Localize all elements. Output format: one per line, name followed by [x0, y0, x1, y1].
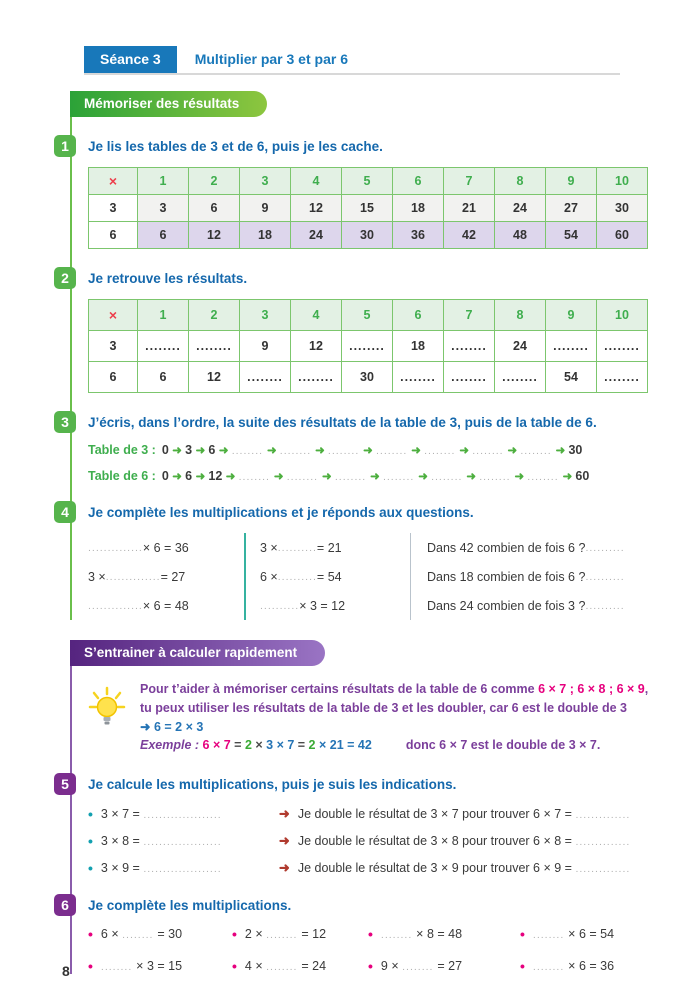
- exercise-number-badge: 5: [54, 773, 76, 795]
- arrow-right-icon: ➜: [278, 833, 290, 848]
- table-header-cell: 7: [444, 300, 495, 331]
- text-run: ➜: [195, 445, 209, 457]
- text-run: ....................: [143, 809, 222, 821]
- table-header-row: [89, 300, 648, 331]
- text-run: ➜: [322, 471, 335, 483]
- multiplication-table-blanks: [88, 299, 648, 393]
- table-cell: 12: [189, 222, 240, 249]
- section-memoriser: [61, 91, 648, 620]
- text-run: 6: [185, 469, 196, 483]
- text-run: ➜: [562, 471, 576, 483]
- tip-line: [140, 680, 648, 699]
- text-run: Exemple :: [140, 738, 203, 753]
- answer-blank-cell: ........: [444, 331, 495, 362]
- exercise-6-item: [368, 926, 520, 942]
- text-run: ........: [520, 445, 556, 457]
- table-header-cell: 8: [495, 168, 546, 195]
- text-run: ........: [527, 471, 563, 483]
- bullet-icon: •: [368, 926, 373, 942]
- table-cell: 12: [189, 362, 240, 393]
- answer-blank-cell: ........: [342, 331, 393, 362]
- text-run: 6 ×: [260, 569, 278, 584]
- equation: [533, 959, 614, 973]
- answer-blank-cell: ........: [240, 362, 291, 393]
- equation: [101, 959, 182, 973]
- table-cell: 18: [393, 331, 444, 362]
- text-run: ➜: [195, 471, 209, 483]
- text-run: ➜: [514, 471, 528, 483]
- text-run: ➜: [172, 445, 186, 457]
- exercise-instruction: J’écris, dans l’ordre, la suite des résultats de la table de 3, puis de la table de 6.: [88, 414, 597, 430]
- table-cell: 9: [240, 195, 291, 222]
- text-run: =: [294, 738, 309, 753]
- table-cell: 24: [495, 331, 546, 362]
- equation: [101, 861, 279, 875]
- exercise-instruction: Je complète les multiplications et je réponds aux questions.: [88, 504, 474, 520]
- section-banner-entrainer: S’entrainer à calculer rapidement: [70, 640, 325, 666]
- table-cell: 6: [138, 362, 189, 393]
- text-run: 3 × 7 =: [100, 807, 144, 821]
- exercise-number-badge: 1: [54, 135, 76, 157]
- table-header-cell: 4: [291, 300, 342, 331]
- text-run: ➜: [370, 471, 383, 483]
- answer-blank-cell: ........: [495, 362, 546, 393]
- text-run: tu peux utiliser les résultats de la table de 3 et les doubler, car 6 est le double de 3: [140, 700, 627, 715]
- exercise-6-item: [520, 926, 648, 942]
- table-cell: 6: [138, 222, 189, 249]
- text-run: ➜: [315, 445, 328, 457]
- text-run: Je double le résultat de 3 × 8 pour trouver 6 × 8 =: [297, 834, 576, 848]
- question: [427, 591, 648, 620]
- exercise-6-item: [520, 958, 648, 974]
- table-header-cell: 1: [138, 300, 189, 331]
- equation: [381, 959, 462, 973]
- text-run: donc 6 × 7 est le double de 3 × 7.: [405, 738, 601, 753]
- answer-blank-cell: ........: [291, 362, 342, 393]
- table-cell: 27: [546, 195, 597, 222]
- answer-blank-cell: ........: [597, 331, 648, 362]
- text-run: ........: [472, 445, 508, 457]
- table-cell: 36: [393, 222, 444, 249]
- text-run: ........: [532, 961, 569, 973]
- bullet-icon: •: [232, 926, 237, 942]
- text-run: ..........: [277, 570, 317, 583]
- sequence-line: [162, 469, 589, 483]
- table-header-cell: 8: [495, 300, 546, 331]
- bullet-icon: •: [88, 806, 93, 822]
- text-run: ........: [376, 445, 412, 457]
- table-cell: 30: [342, 362, 393, 393]
- bullet-icon: •: [520, 926, 525, 942]
- exercise-5-row: [88, 806, 648, 822]
- text-run: ➜: [172, 471, 186, 483]
- table-cell: 24: [495, 195, 546, 222]
- text-run: ........: [286, 471, 323, 483]
- equation: [101, 807, 279, 821]
- table-cell: 30: [597, 195, 648, 222]
- table-cell: 24: [291, 222, 342, 249]
- text-run: = 27: [160, 569, 186, 584]
- exercise-2-head: [54, 267, 648, 289]
- text-run: 3 ×: [88, 569, 106, 584]
- sequence-table-6: [88, 469, 648, 483]
- table-cell: 42: [444, 222, 495, 249]
- tip-box: [88, 680, 648, 755]
- text-run: × 3 = 12: [299, 598, 346, 613]
- indication: [298, 807, 630, 821]
- text-run: 0: [161, 469, 173, 483]
- text-run: × 6 = 54: [568, 927, 615, 941]
- tip-line: [140, 699, 648, 718]
- sequence-table-3: [88, 443, 648, 457]
- text-run: ........: [380, 929, 417, 941]
- text-run: 3: [185, 443, 196, 457]
- sequence-label: Table de 3 :: [88, 443, 156, 457]
- table-cell: 48: [495, 222, 546, 249]
- table-header-cell: 1: [138, 168, 189, 195]
- text-run: ....................: [143, 836, 222, 848]
- table-header-cell: 7: [444, 168, 495, 195]
- bullet-icon: •: [88, 833, 93, 849]
- text-run: × 6 = 48: [142, 598, 189, 613]
- text-run: × 8 = 48: [416, 927, 463, 941]
- text-run: ........: [424, 445, 460, 457]
- question: [427, 533, 648, 562]
- tip-text: [140, 680, 648, 755]
- answer-blank-cell: ........: [138, 331, 189, 362]
- text-run: ........: [100, 961, 137, 973]
- text-run: = 24: [301, 959, 327, 973]
- text-run: ➜: [459, 445, 473, 457]
- exercise-6-item: [368, 958, 520, 974]
- times-sign-cell: ×: [89, 300, 138, 331]
- text-run: ........: [238, 471, 274, 483]
- sequence-label: Table de 6 :: [88, 469, 156, 483]
- equation: [260, 591, 410, 620]
- bullet-icon: •: [368, 958, 373, 974]
- text-run: ........: [266, 961, 302, 973]
- table-header-cell: 3: [240, 300, 291, 331]
- seance-badge: Séance 3: [84, 46, 177, 73]
- text-run: ,: [644, 682, 649, 696]
- text-run: =: [230, 738, 245, 753]
- exercise-4-col-1: [88, 533, 244, 620]
- text-run: ........: [431, 471, 467, 483]
- text-run: × 3 = 15: [136, 959, 183, 973]
- exercise-instruction: Je complète les multiplications.: [88, 897, 292, 913]
- table-header-cell: 4: [291, 168, 342, 195]
- exercise-5-row: [88, 860, 648, 876]
- table-cell: 12: [291, 331, 342, 362]
- equation: [101, 834, 279, 848]
- equation: [533, 927, 614, 941]
- tip-line: [140, 718, 648, 737]
- equation: [245, 959, 326, 973]
- tip-example-line: [140, 736, 648, 755]
- text-run: ➜: [507, 445, 521, 457]
- equation: [260, 562, 410, 591]
- table-header-cell: 5: [342, 168, 393, 195]
- times-sign-cell: ×: [89, 168, 138, 195]
- equation: [245, 927, 326, 941]
- table-cell: 12: [291, 195, 342, 222]
- table-header-cell: 6: [393, 168, 444, 195]
- exercise-instruction: Je lis les tables de 3 et de 6, puis je les cache.: [88, 138, 383, 154]
- exercise-4-head: [54, 501, 648, 523]
- equation: [88, 562, 244, 591]
- answer-blank-cell: ........: [597, 362, 648, 393]
- text-run: × 6 = 36: [568, 959, 615, 973]
- section-entrainer: [61, 640, 649, 974]
- text-run: × 21 = 42: [315, 738, 372, 753]
- text-run: ..............: [575, 863, 631, 875]
- text-run: 60: [575, 469, 590, 483]
- equation: [88, 591, 244, 620]
- text-run: 6: [208, 443, 219, 457]
- text-run: 3 × 9 =: [100, 861, 144, 875]
- exercise-5-head: [54, 773, 648, 795]
- multiplication-table-filled: [88, 167, 648, 249]
- exercise-6-head: [54, 894, 648, 916]
- row-label-cell: 6: [89, 362, 138, 393]
- table-header-cell: 6: [393, 300, 444, 331]
- exercise-instruction: Je calcule les multiplications, puis je suis les indications.: [88, 776, 457, 792]
- arrow-right-icon: ➜: [278, 860, 290, 875]
- sequence-line: [162, 443, 583, 457]
- text-run: ➜: [225, 471, 239, 483]
- bullet-icon: •: [88, 860, 93, 876]
- text-run: ➜: [218, 445, 232, 457]
- equation: [88, 533, 244, 562]
- bullet-icon: •: [88, 926, 93, 942]
- text-run: ➜: [411, 445, 425, 457]
- text-run: ........: [122, 929, 158, 941]
- table-header-row: [89, 168, 648, 195]
- text-run: ..........: [260, 599, 300, 612]
- row-label-cell: 6: [89, 222, 138, 249]
- section-banner-memoriser: Mémoriser des résultats: [70, 91, 267, 117]
- answer-blank-cell: ........: [546, 331, 597, 362]
- exercise-5-row: [88, 833, 648, 849]
- bullet-icon: •: [520, 958, 525, 974]
- text-run: = 27: [437, 959, 463, 973]
- table-cell: 30: [342, 222, 393, 249]
- text-run: ..............: [88, 599, 143, 612]
- text-run: 2: [308, 738, 316, 753]
- text-run: ..............: [105, 570, 161, 583]
- text-run: ➜: [273, 471, 287, 483]
- text-run: ........: [334, 471, 371, 483]
- text-run: ........: [402, 961, 438, 973]
- arrow-right-icon: ➜: [278, 806, 290, 821]
- text-run: 3 × 7: [266, 738, 295, 753]
- text-run: ..............: [575, 809, 631, 821]
- answer-blank-cell: ........: [444, 362, 495, 393]
- exercise-instruction: Je retrouve les résultats.: [88, 270, 248, 286]
- text-run: ..............: [575, 836, 631, 848]
- text-run: ..........: [585, 599, 625, 612]
- lightbulb-icon: [88, 680, 126, 735]
- exercise-6-item: [232, 926, 368, 942]
- table-cell: 21: [444, 195, 495, 222]
- text-run: ........: [479, 471, 515, 483]
- text-run: 6 × 7: [202, 738, 231, 753]
- exercise-6-item: [88, 926, 232, 942]
- text-run: Pour t’aider à mémoriser certains résultats de la table de 6 comme: [140, 682, 539, 696]
- page-header: [84, 46, 620, 75]
- row-label-cell: 3: [89, 195, 138, 222]
- text-run: Dans 18 combien de fois 6 ?: [427, 569, 586, 584]
- table-cell: 15: [342, 195, 393, 222]
- text-run: 3 × 8 =: [100, 834, 144, 848]
- equation: [260, 533, 410, 562]
- exercise-number-badge: 4: [54, 501, 76, 523]
- text-run: ........: [382, 471, 419, 483]
- exercise-4-col-2: [244, 533, 410, 620]
- text-run: Dans 24 combien de fois 3 ?: [427, 598, 586, 613]
- table-header-cell: 2: [189, 300, 240, 331]
- table-cell: 6: [189, 195, 240, 222]
- text-run: 6 × 7 ; 6 × 8 ; 6 × 9: [538, 682, 645, 696]
- table-header-cell: 9: [546, 168, 597, 195]
- text-run: ➜: [140, 719, 154, 734]
- text-run: ..........: [585, 541, 625, 554]
- text-run: 3 ×: [260, 540, 278, 555]
- text-run: Dans 42 combien de fois 6 ?: [427, 540, 586, 555]
- table-header-cell: 10: [597, 300, 648, 331]
- text-run: ➜: [555, 445, 569, 457]
- table-header-cell: 2: [189, 168, 240, 195]
- text-run: Je double le résultat de 3 × 7 pour trouver 6 × 7 =: [297, 807, 576, 821]
- exercise-1-head: [54, 135, 648, 157]
- exercise-number-badge: 6: [54, 894, 76, 916]
- table-row-3: [89, 195, 648, 222]
- text-run: 9 ×: [380, 959, 403, 973]
- table-cell: 9: [240, 331, 291, 362]
- text-run: 2 ×: [244, 927, 267, 941]
- text-run: ........: [532, 929, 569, 941]
- table-cell: 18: [393, 195, 444, 222]
- text-run: 4 ×: [244, 959, 267, 973]
- text-run: ➜: [418, 471, 432, 483]
- text-run: 6 ×: [100, 927, 123, 941]
- exercise-6-item: [88, 958, 232, 974]
- text-run: × 6 = 36: [142, 540, 189, 555]
- text-run: ..........: [585, 570, 625, 583]
- answer-blank-cell: ........: [189, 331, 240, 362]
- text-run: ➜: [266, 445, 280, 457]
- exercise-6-grid: [88, 926, 648, 974]
- text-run: = 21: [316, 540, 342, 555]
- text-run: 6 = 2 × 3: [153, 719, 204, 734]
- text-run: ........: [279, 445, 316, 457]
- text-run: ×: [251, 738, 267, 753]
- table-cell: 54: [546, 362, 597, 393]
- exercise-3-head: [54, 411, 648, 433]
- table-row-6: [89, 362, 648, 393]
- text-run: 0: [161, 443, 173, 457]
- table-header-cell: 9: [546, 300, 597, 331]
- table-header-cell: 3: [240, 168, 291, 195]
- text-run: Je double le résultat de 3 × 9 pour trouver 6 × 9 =: [297, 861, 576, 875]
- table-cell: 3: [138, 195, 189, 222]
- table-header-cell: 10: [597, 168, 648, 195]
- text-run: = 12: [301, 927, 327, 941]
- table-cell: 54: [546, 222, 597, 249]
- text-run: ..............: [88, 541, 143, 554]
- exercise-number-badge: 2: [54, 267, 76, 289]
- table-row-3: [89, 331, 648, 362]
- question: [427, 562, 648, 591]
- row-label-cell: 3: [89, 331, 138, 362]
- text-run: ➜: [363, 445, 377, 457]
- equation: [381, 927, 462, 941]
- exercise-4-col-3: [410, 533, 648, 620]
- page-number: 8: [62, 963, 70, 979]
- text-run: ..........: [277, 541, 317, 554]
- text-run: ➜: [466, 471, 480, 483]
- exercise-6-item: [232, 958, 368, 974]
- table-cell: 60: [597, 222, 648, 249]
- text-run: 2: [244, 738, 252, 753]
- text-run: = 30: [157, 927, 183, 941]
- exercise-number-badge: 3: [54, 411, 76, 433]
- indication: [298, 861, 630, 875]
- page-title: Multiplier par 3 et par 6: [194, 51, 348, 67]
- text-run: ........: [327, 445, 364, 457]
- exercise-4-columns: [88, 533, 648, 620]
- bullet-icon: •: [232, 958, 237, 974]
- equation: [101, 927, 182, 941]
- text-run: ....................: [143, 863, 222, 875]
- text-run: 30: [568, 443, 583, 457]
- bullet-icon: •: [88, 958, 93, 974]
- table-header-cell: 5: [342, 300, 393, 331]
- indication: [298, 834, 630, 848]
- table-row-6: [89, 222, 648, 249]
- text-run: ........: [266, 929, 302, 941]
- table-cell: 18: [240, 222, 291, 249]
- text-run: 12: [208, 469, 226, 483]
- text-run: = 54: [316, 569, 342, 584]
- text-run: ........: [231, 445, 267, 457]
- answer-blank-cell: ........: [393, 362, 444, 393]
